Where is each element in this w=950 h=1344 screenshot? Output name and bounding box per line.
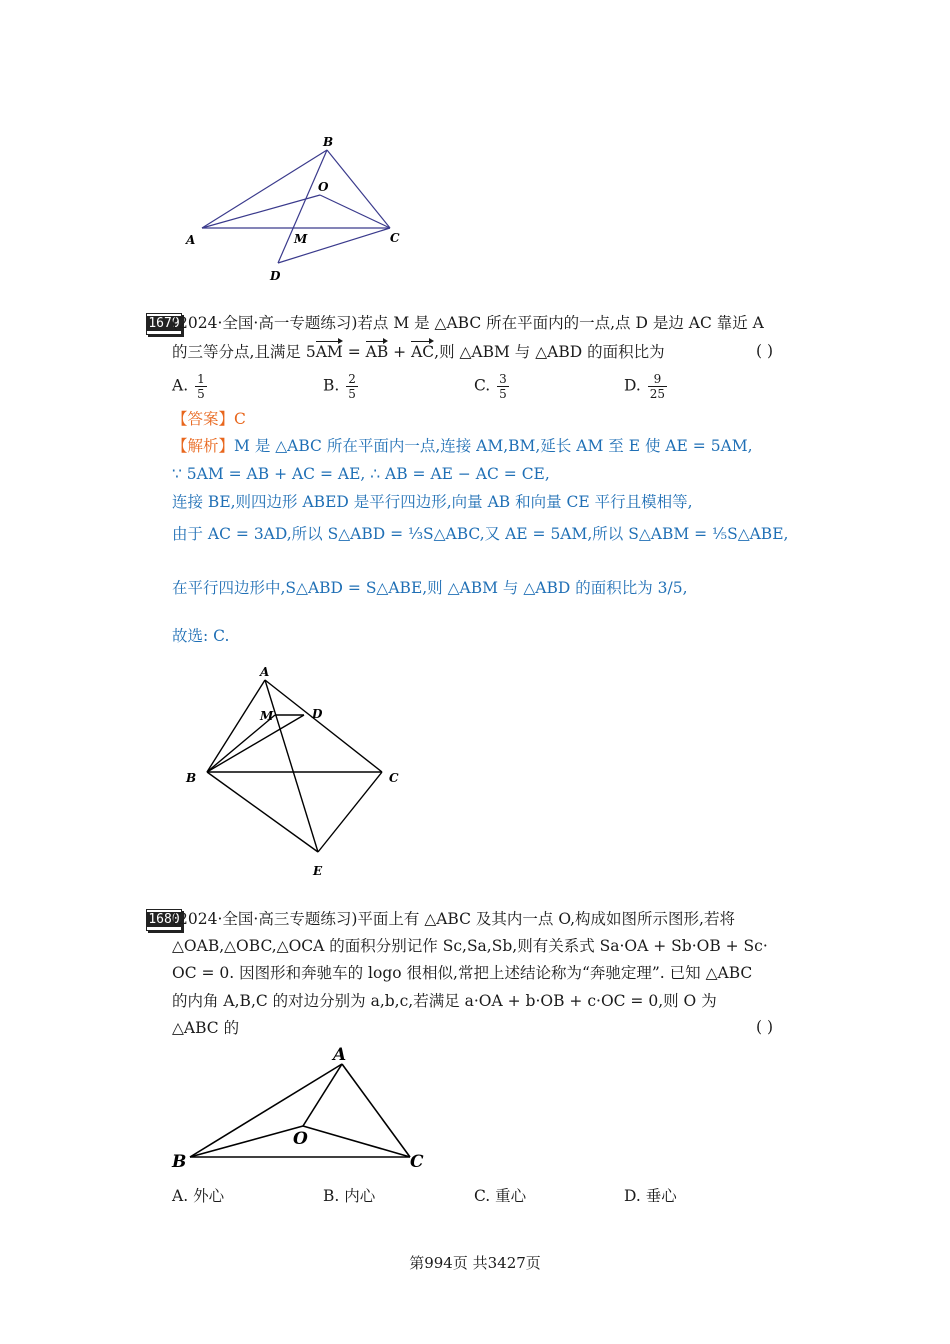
page-footer: 第994页 共3427页 bbox=[409, 1254, 541, 1272]
q1680-line1: (2024·全国·高三专题练习)平面上有 △ABC 及其内一点 O,构成如图所示图形,若将 bbox=[172, 910, 735, 928]
fig3-label-O: O bbox=[293, 1129, 308, 1149]
q1679-option-d[interactable]: D. $\frac{9}{25}$ bbox=[624, 372, 666, 401]
q1680-option-b[interactable]: B. 内心 bbox=[323, 1187, 376, 1205]
question-number-1679: 1679 bbox=[146, 313, 182, 335]
fig3-label-A: A bbox=[333, 1045, 347, 1065]
q1680-answer-paren: ( ) bbox=[756, 1018, 774, 1036]
fig2-label-E: E bbox=[313, 864, 323, 878]
fig2-label-B: B bbox=[186, 771, 197, 785]
fig1-label-D: D bbox=[270, 269, 281, 283]
q1679-option-c[interactable]: C. $\frac{3}{5}$ bbox=[474, 372, 507, 401]
fig2-label-M: M bbox=[260, 709, 274, 723]
q1679-answer: 【答案】C bbox=[172, 410, 246, 428]
figure-2-parallelogram bbox=[180, 660, 410, 885]
q1679-line2: 的三等分点,且满足 5AM = AB + AC,则 △ABM 与 △ABD 的面积比为 bbox=[172, 343, 665, 361]
fig1-label-C: C bbox=[390, 231, 400, 245]
fig2-label-A: A bbox=[260, 665, 270, 679]
q1679-analysis-line5: 在平行四边形中,S△ABD = S△ABE,则 △ABM 与 △ABD 的面积比为 3/5, bbox=[172, 579, 688, 597]
q1680-line4: 的内角 A,B,C 的对边分别为 a,b,c,若满足 a·OA + b·OB + c·OC = 0,则 O 为 bbox=[172, 992, 717, 1010]
fig3-label-C: C bbox=[410, 1152, 424, 1172]
q1679-analysis-line1: 【解析】M 是 △ABC 所在平面内一点,连接 AM,BM,延长 AM 至 E 使 AE = 5AM, bbox=[172, 437, 753, 455]
q1680-line2: △OAB,△OBC,△OCA 的面积分别记作 Sc,Sa,Sb,则有关系式 Sa·OA + Sb·OB + Sc· bbox=[172, 937, 768, 955]
q1679-analysis-line2: ∵ 5AM = AB + AC = AE, ∴ AB = AE − AC = CE, bbox=[172, 465, 550, 483]
q1679-line1: (2024·全国·高一专题练习)若点 M 是 △ABC 所在平面内的一点,点 D 是边 AC 靠近 A bbox=[172, 314, 764, 332]
q1680-option-c[interactable]: C. 重心 bbox=[474, 1187, 527, 1205]
fig1-label-M: M bbox=[294, 232, 308, 246]
question-number-1680: 1680 bbox=[146, 909, 182, 931]
fig2-label-D: D bbox=[312, 707, 323, 721]
q1679-analysis-line4: 由于 AC = 3AD,所以 S△ABD = ⅓S△ABC,又 AE = 5AM,所以 S△ABM = ⅕S△ABE, bbox=[172, 525, 789, 543]
q1680-line5: △ABC 的 bbox=[172, 1019, 240, 1037]
fig1-label-O: O bbox=[318, 180, 329, 194]
q1679-analysis-line6: 故选: C. bbox=[172, 627, 230, 645]
figure-1-quadrilateral bbox=[180, 130, 410, 290]
figure-3-triangle bbox=[165, 1042, 435, 1177]
q1679-option-a[interactable]: A. $\frac{1}{5}$ bbox=[172, 372, 205, 401]
q1680-option-d[interactable]: D. 垂心 bbox=[624, 1187, 677, 1205]
q1680-line3: OC = 0. 因图形和奔驰车的 logo 很相似,常把上述结论称为“奔驰定理”. 已知 △ABC bbox=[172, 964, 753, 982]
fig2-label-C: C bbox=[389, 771, 399, 785]
q1679-answer-paren: ( ) bbox=[756, 342, 774, 360]
q1679-option-b[interactable]: B. $\frac{2}{5}$ bbox=[323, 372, 356, 401]
q1679-analysis-line3: 连接 BE,则四边形 ABED 是平行四边形,向量 AB 和向量 CE 平行且模相等, bbox=[172, 493, 693, 511]
q1680-option-a[interactable]: A. 外心 bbox=[172, 1187, 225, 1205]
fig3-label-B: B bbox=[172, 1152, 187, 1172]
fig1-label-B: B bbox=[323, 135, 334, 149]
fig1-label-A: A bbox=[186, 233, 196, 247]
